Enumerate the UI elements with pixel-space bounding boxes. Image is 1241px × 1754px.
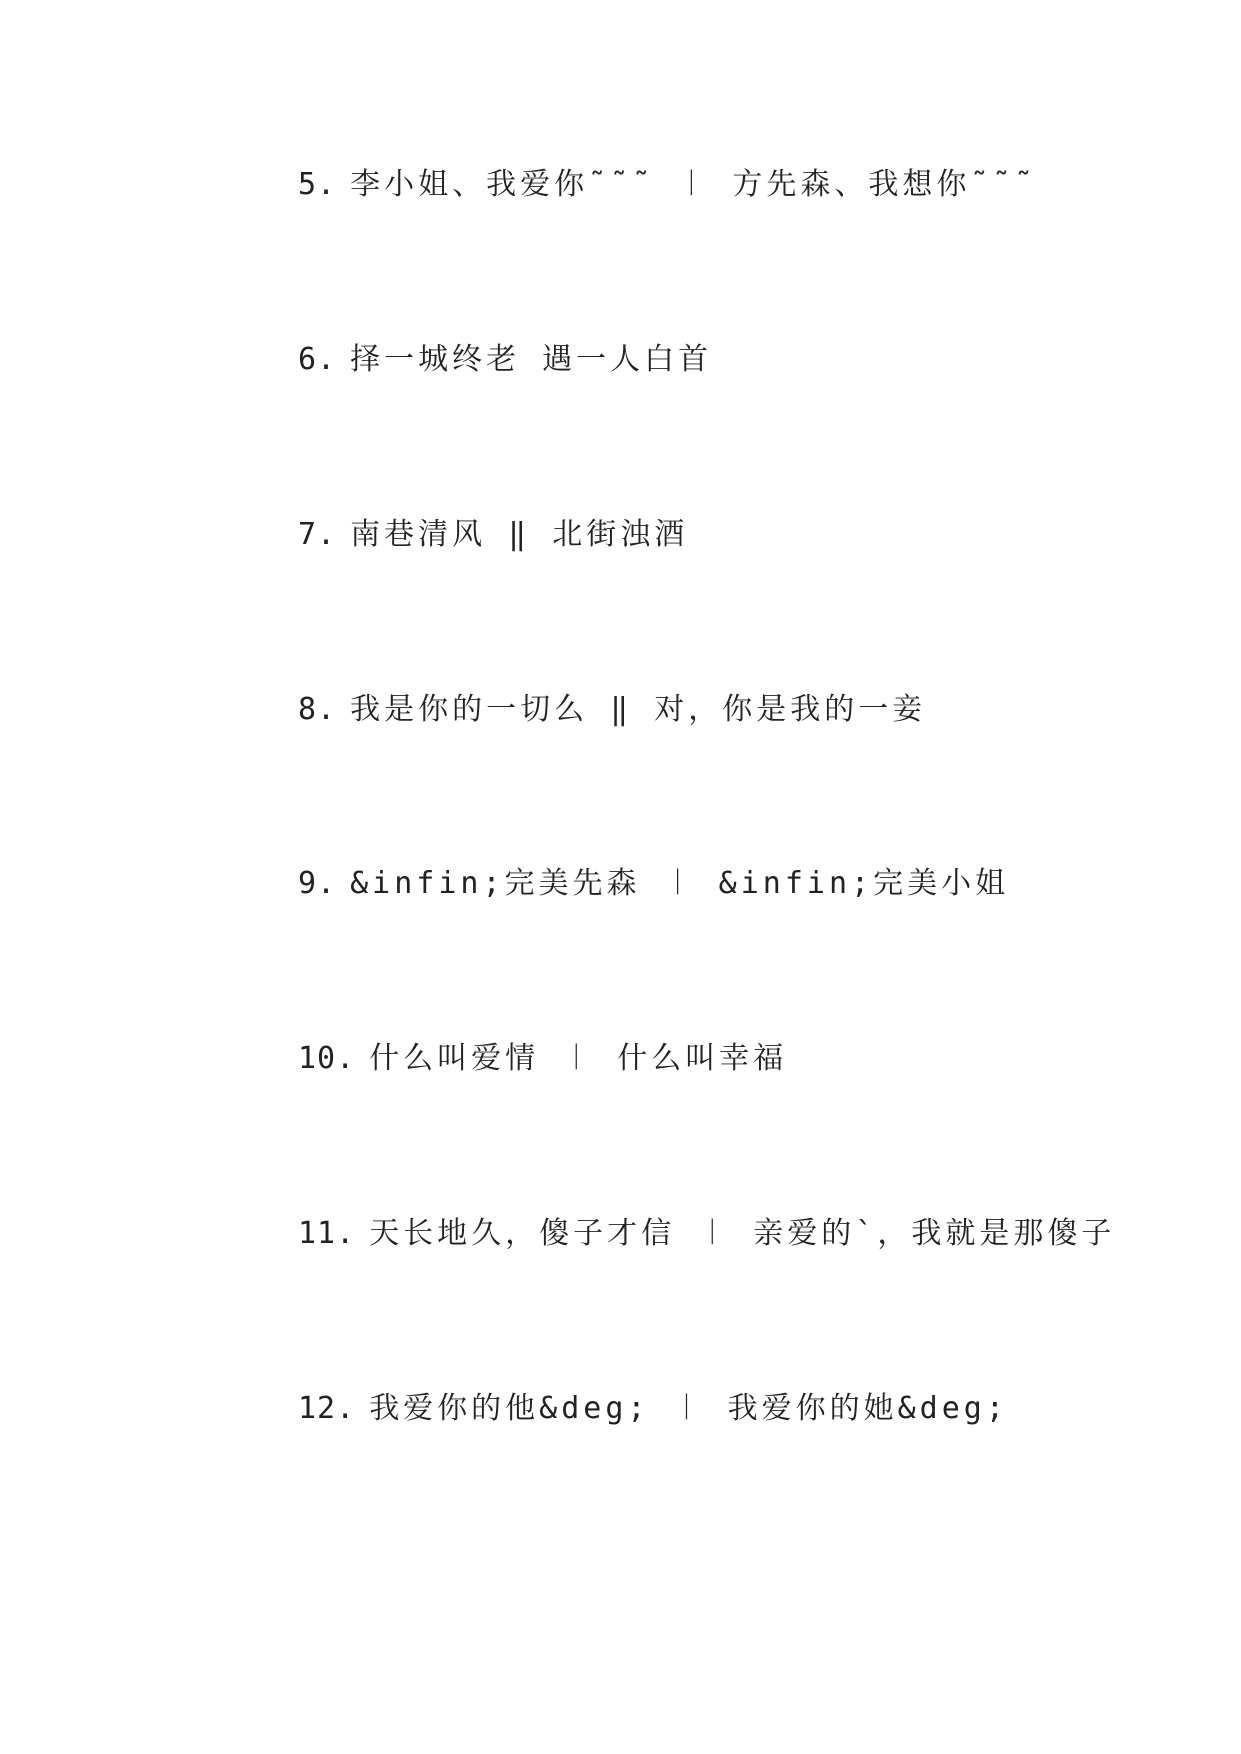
list-item <box>298 340 712 380</box>
item-number: 5. <box>298 167 337 202</box>
list-item <box>298 1214 1115 1254</box>
item-text: 我爱你的他&deg; ︱ 我爱你的她&deg; <box>369 1391 1008 1426</box>
item-text: 什么叫爱情 ︱ 什么叫幸福 <box>369 1041 788 1076</box>
list-item <box>298 1389 1008 1429</box>
item-number: 11. <box>298 1216 356 1251</box>
list-item <box>298 864 1009 904</box>
list-item <box>298 1039 787 1079</box>
item-text: 天长地久，傻子才信 ︱ 亲爱的`，我就是那傻子 <box>369 1216 1116 1251</box>
item-number: 7. <box>298 517 337 552</box>
item-text: 南巷清风 ‖ 北街浊酒 <box>350 517 689 552</box>
item-number: 12. <box>298 1391 356 1426</box>
item-number: 8. <box>298 692 337 727</box>
item-number: 10. <box>298 1041 356 1076</box>
list-item <box>298 165 1037 205</box>
item-text: 李小姐、我爱你˜˜˜ ︱ 方先森、我想你˜˜˜ <box>350 167 1037 202</box>
item-number: 9. <box>298 866 337 901</box>
item-number: 6. <box>298 342 337 377</box>
item-text: &infin;完美先森 ︱ &infin;完美小姐 <box>350 866 1010 901</box>
list-item <box>298 690 926 730</box>
list-item <box>298 515 688 555</box>
item-text: 择一城终老 遇一人白首 <box>350 342 713 377</box>
item-text: 我是你的一切么 ‖ 对，你是我的一妾 <box>350 692 927 727</box>
